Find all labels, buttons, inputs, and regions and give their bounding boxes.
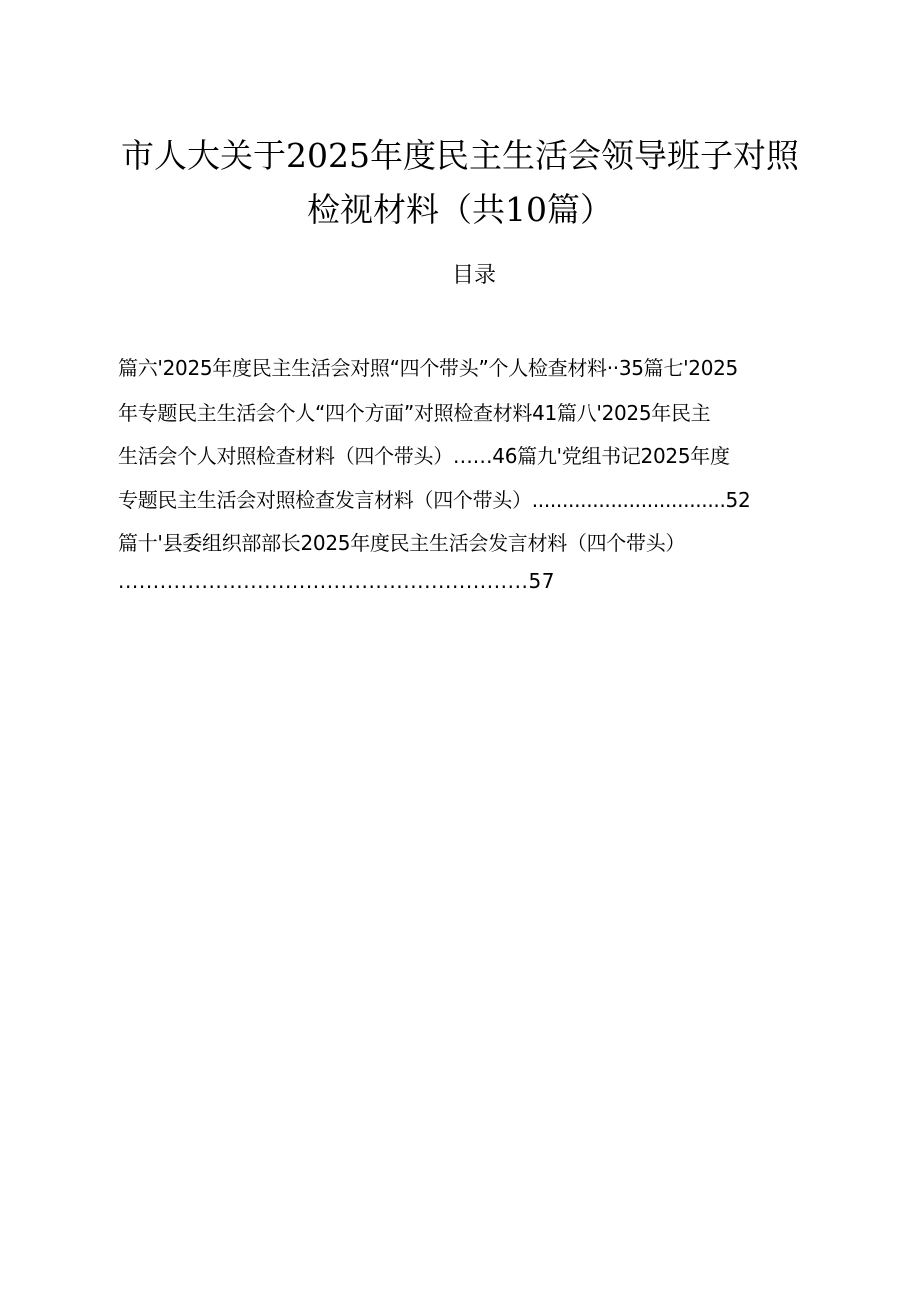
document-title-line-2: 检视材料（共10篇） — [307, 190, 613, 229]
toc-heading: 目录 — [451, 263, 496, 288]
toc-line: ...........................................................57 — [118, 569, 556, 593]
document-title-line-1: 市人大关于2025年度民主生活会领导班子对照 — [121, 136, 799, 175]
toc-line: 生活会个人对照检查材料（四个带头）……46篇九'党组书记2025年度 — [118, 444, 730, 468]
toc-line: 篇十'县委组织部部长2025年度民主生活会发言材料（四个带头） — [118, 531, 686, 555]
toc-line: 篇六'2025年度民主生活会对照“四个带头”个人检查材料··35篇七'2025 — [118, 356, 738, 380]
toc-line: 年专题民主生活会个人“四个方面”对照检查材料41篇八'2025年民主 — [118, 401, 711, 425]
toc-line: 专题民主生活会对照检查发言材料（四个带头）................................52 — [118, 488, 751, 512]
